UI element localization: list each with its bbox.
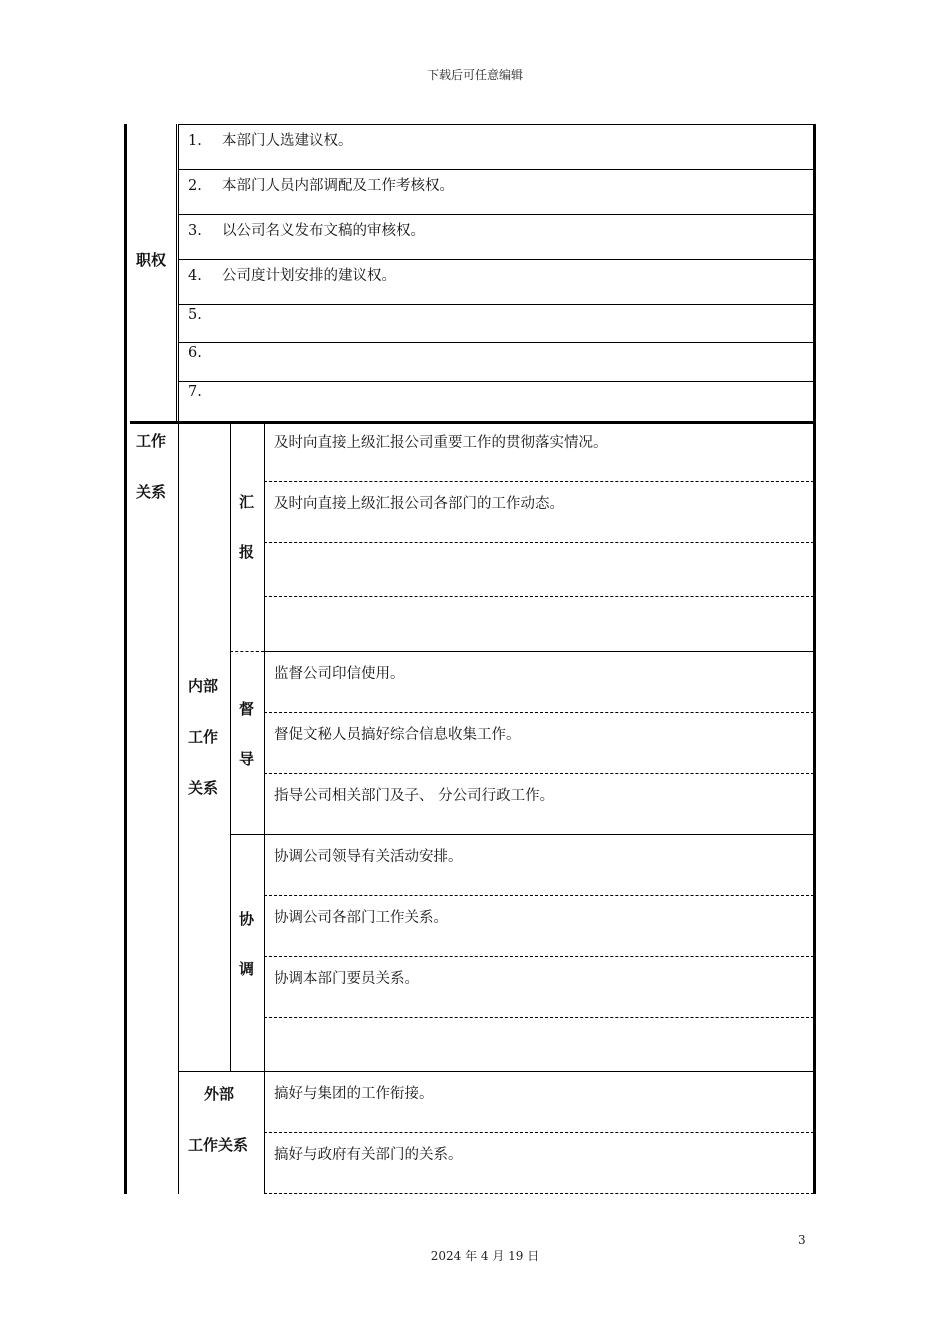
authority-row-divider [178,381,814,382]
authority-item-2-num: 2. [188,178,202,194]
page-number: 3 [798,1233,806,1247]
coordinate-label-char1: 协 [239,910,255,928]
authority-item-4-text: 公司度计划安排的建议权。 [222,268,396,284]
authority-item-6 [188,345,222,361]
authority-item-5 [188,307,222,323]
external-item-2: 搞好与政府有关部门的关系。 [274,1147,463,1163]
authority-item-4 [188,264,396,285]
table-left-border [124,124,127,1194]
authority-item-1-num: 1. [188,133,202,149]
supervise-row-divider [264,773,814,774]
coordinate-item-2: 协调公司各部门工作关系。 [274,910,448,926]
section-divider [130,421,814,424]
report-item-2: 及时向直接上级汇报公司各部门的工作动态。 [274,496,564,512]
supervise-item-2: 督促文秘人员搞好综合信息收集工作。 [274,727,521,743]
supervise-label-char2: 导 [239,750,255,768]
authority-item-6-num: 6. [188,345,202,361]
authority-inner-divider [176,124,177,422]
authority-row-divider [178,342,814,343]
authority-top-border [178,124,814,125]
authority-item-7 [188,384,222,400]
external-row-divider [264,1132,814,1133]
authority-item-4-num: 4. [188,268,202,284]
table-right-border [813,124,816,1194]
coordinate-item-1: 协调公司领导有关活动安排。 [274,849,463,865]
report-row-divider [264,596,814,597]
authority-label: 职权 [136,251,167,269]
report-supervise-divider-content [264,651,814,652]
authority-row-divider [178,259,814,260]
coordinate-row-divider [264,956,814,957]
internal-label-line3: 关系 [188,779,219,797]
authority-row-divider [178,304,814,305]
authority-item-3-text: 以公司名义发布文稿的审核权。 [222,223,425,239]
authority-item-2-text: 本部门人员内部调配及工作考核权。 [222,178,454,194]
authority-item-5-num: 5. [188,307,202,323]
external-item-1: 搞好与集团的工作衔接。 [274,1086,434,1102]
authority-item-3 [188,219,425,240]
supervise-item-1: 监督公司印信使用。 [274,666,405,682]
report-supervise-divider [230,651,264,652]
internal-label-line2: 工作 [188,728,219,746]
external-label-line1: 外部 [204,1085,235,1103]
authority-item-1 [188,129,353,150]
authority-row-divider [178,169,814,170]
header-note: 下载后可任意编辑 [426,68,523,82]
supervise-coordinate-divider [230,834,814,835]
table-label-divider [178,124,179,1194]
coordinate-item-3: 协调本部门要员关系。 [274,971,419,987]
supervise-item-3: 指导公司相关部门及子、 分公司行政工作。 [274,788,555,804]
authority-item-1-text: 本部门人选建议权。 [222,133,353,149]
footer-date: 2024 年 4 月 19 日 [430,1249,540,1263]
work-relations-label-line1: 工作 [136,432,167,450]
supervise-row-divider [264,712,814,713]
report-item-1: 及时向直接上级汇报公司重要工作的贯彻落实情况。 [274,435,608,451]
internal-sub-divider [230,421,231,1071]
authority-item-7-num: 7. [188,384,202,400]
authority-item-2 [188,174,454,195]
report-row-divider [264,542,814,543]
coordinate-row-divider [264,895,814,896]
work-relations-label-line2: 关系 [136,483,167,501]
report-label-char2: 报 [239,543,255,561]
coordinate-row-divider [264,1017,814,1018]
report-row-divider [264,481,814,482]
external-label-line2: 工作关系 [188,1136,249,1154]
external-row-divider [264,1193,814,1194]
authority-item-3-num: 3. [188,223,202,239]
content-divider [264,421,265,1194]
coordinate-label-char2: 调 [239,960,255,978]
supervise-label-char1: 督 [239,700,255,718]
report-label-char1: 汇 [239,493,255,511]
authority-row-divider [178,214,814,215]
internal-label-line1: 内部 [188,677,219,695]
internal-external-divider [178,1071,814,1072]
